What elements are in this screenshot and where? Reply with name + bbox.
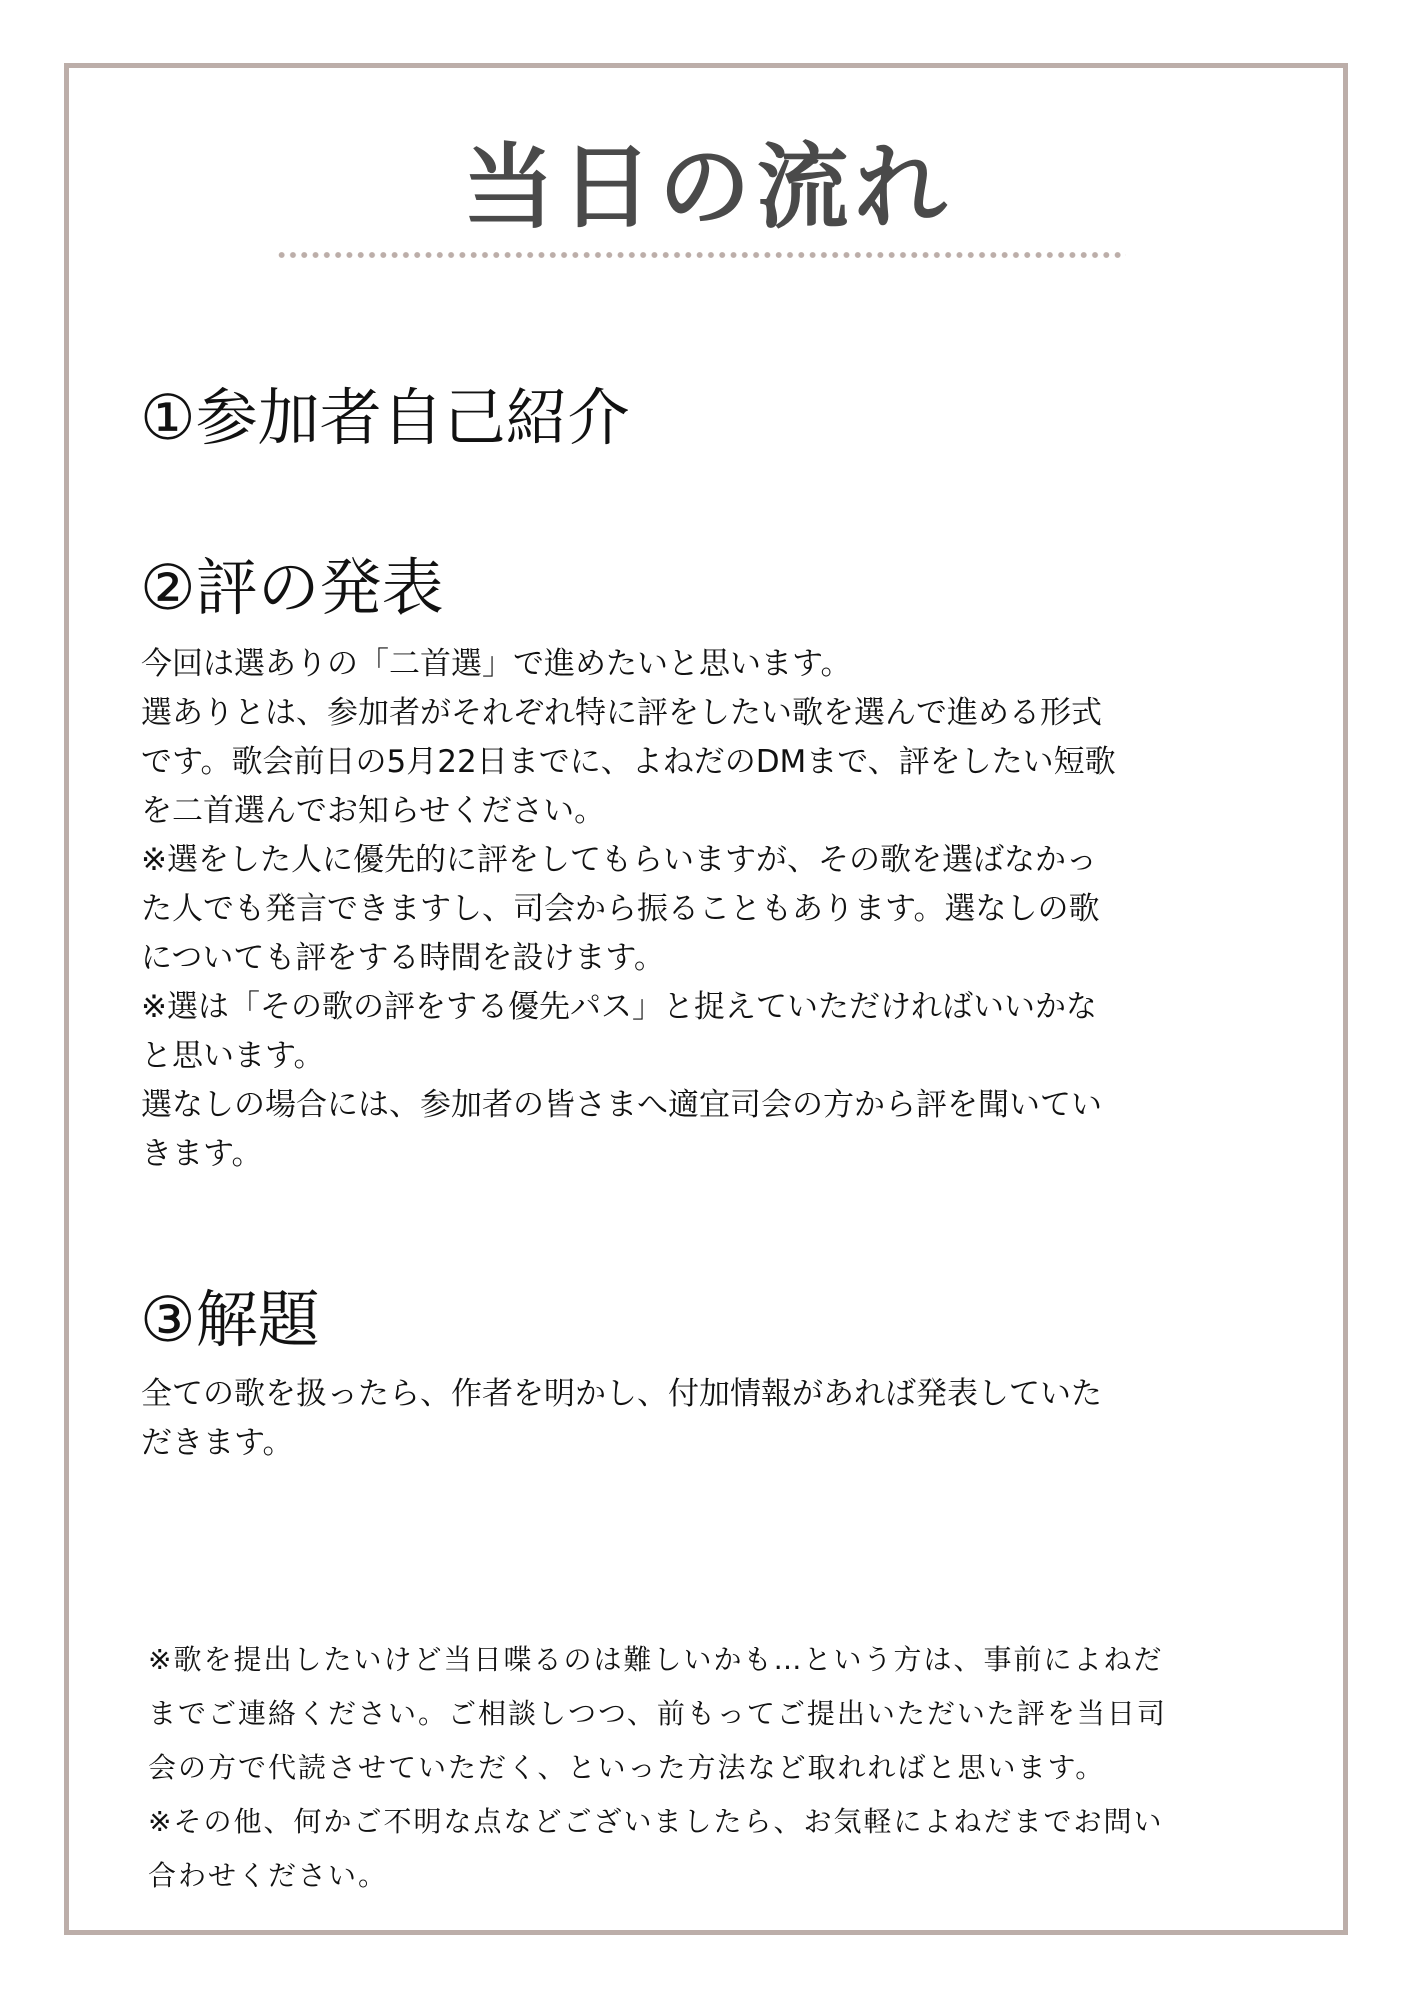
paragraph-line: ※選は「その歌の評をする優先パス」と捉えていただければいいかな bbox=[141, 989, 1097, 1025]
note-line: 合わせください。 bbox=[148, 1859, 389, 1892]
paragraph-line: を二首選んでお知らせください。 bbox=[141, 793, 606, 829]
section-body-critique bbox=[141, 640, 1271, 1179]
paragraph-line: 選ありとは、参加者がそれぞれ特に評をしたい歌を選んで進める形式 bbox=[141, 695, 1102, 731]
paragraph-line: 今回は選ありの「二首選」で進めたいと思います。 bbox=[141, 646, 852, 682]
page-title: 当日の流れ bbox=[462, 134, 953, 241]
note-line: ※その他、何かご不明な点などございましたら、お気軽によねだまでお問い bbox=[148, 1805, 1164, 1838]
section-body-commentary bbox=[141, 1370, 1271, 1468]
footnotes bbox=[148, 1633, 1268, 1903]
paragraph-line: と思います。 bbox=[141, 1038, 325, 1074]
section-heading-commentary: ③解題 bbox=[140, 1283, 320, 1356]
paragraph-line: 全ての歌を扱ったら、作者を明かし、付加情報があれば発表していた bbox=[141, 1376, 1102, 1412]
paragraph-line: についても評をする時間を設けます。 bbox=[141, 940, 665, 976]
section-heading-critique: ②評の発表 bbox=[140, 551, 444, 624]
paragraph-line: です。歌会前日の5月22日までに、よねだのDMまで、評をしたい短歌 bbox=[141, 744, 1116, 780]
paragraph-line: だきます。 bbox=[141, 1425, 294, 1461]
paragraph-line: た人でも発言できますし、司会から振ることもあります。選なしの歌 bbox=[141, 891, 1100, 927]
paragraph-line: 選なしの場合には、参加者の皆さまへ適宜司会の方から評を聞いてい bbox=[141, 1087, 1102, 1123]
section-heading-self-introduction: ①参加者自己紹介 bbox=[140, 381, 630, 454]
note-line: 会の方で代読させていただく、といった方法など取れればと思います。 bbox=[148, 1751, 1106, 1784]
note-line: までご連絡ください。ご相談しつつ、前もってご提出いただいた評を当日司 bbox=[148, 1697, 1167, 1730]
note-line: ※歌を提出したいけど当日喋るのは難しいかも…という方は、事前によねだ bbox=[148, 1643, 1164, 1676]
dotted-divider bbox=[276, 251, 1126, 259]
paragraph-line: きます。 bbox=[141, 1136, 263, 1172]
paragraph-line: ※選をした人に優先的に評をしてもらいますが、その歌を選ばなかっ bbox=[141, 842, 1097, 878]
